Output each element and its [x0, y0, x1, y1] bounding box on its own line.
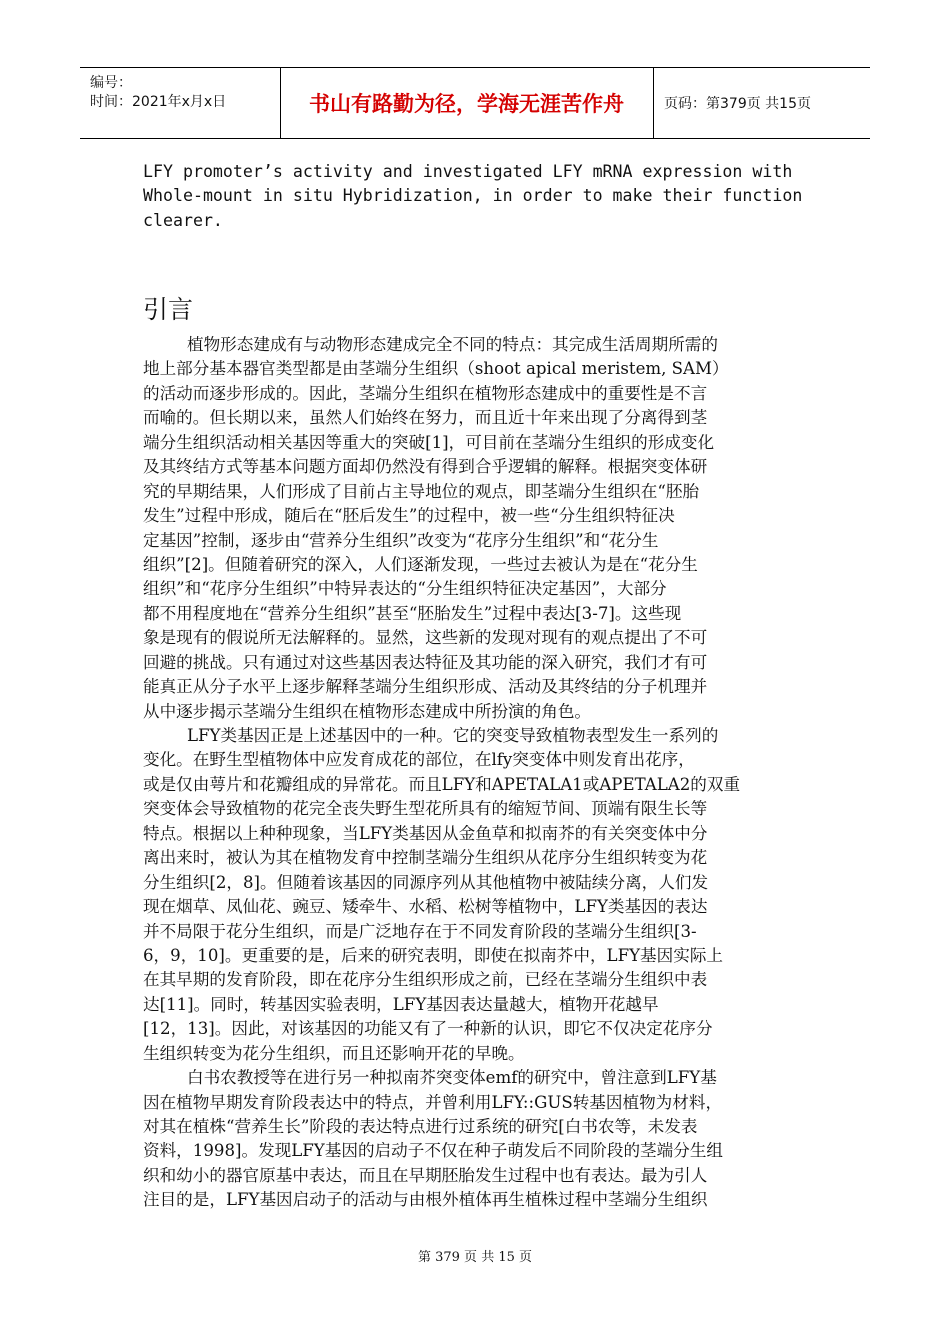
text-line: 注目的是，LFY基因启动子的活动与由根外植体再生植株过程中茎端分生组织: [143, 1190, 708, 1210]
text-line: 及其终结方式等基本问题方面却仍然没有得到合乎逻辑的解释。根据突变体研: [143, 457, 708, 477]
header-divider: [653, 68, 654, 138]
text-line: 分生组织[2，8]。但随着该基因的同源序列从其他植物中被陆续分离，人们发: [143, 872, 709, 892]
text-line: 究的早期结果，人们形成了目前占主导地位的观点，即茎端分生组织在“胚胎: [143, 481, 700, 501]
text-line: Whole-mount in situ Hybridization, in order to make their function: [143, 186, 803, 206]
section-title: 引言: [143, 295, 194, 324]
body-text: [143, 333, 808, 1213]
text-line: 从中逐步揭示茎端分生组织在植物形态建成中所扮演的角色。: [143, 701, 592, 721]
text-line: [12，13]。因此，对该基因的功能又有了一种新的认识，即它不仅决定花序分: [143, 1019, 713, 1039]
header-meta: [90, 74, 226, 112]
text-line: 白书农教授等在进行另一种拟南芥突变体emf的研究中，曾注意到LFY基: [187, 1068, 717, 1088]
text-line: 对其在植株“营养生长”阶段的表达特点进行过系统的研究[白书农等，未发表: [143, 1117, 698, 1136]
text-line: 象是现有的假说所无法解释的。显然，这些新的发现对现有的观点提出了不可: [143, 628, 708, 648]
text-line: 而喻的。但长期以来，虽然人们始终在努力，而且近十年来出现了分离得到茎: [143, 408, 708, 428]
text-line: 端分生组织活动相关基因等重大的突破[1]，可目前在茎端分生组织的形成变化: [143, 432, 715, 452]
text-line: 组织”和“花序分生组织”中特异表达的“分生组织特征决定基因”，大部分: [143, 579, 667, 599]
text-line: 特点。根据以上种种现象，当LFY类基因从金鱼草和拟南芥的有关突变体中分: [143, 823, 708, 843]
text-line: 6，9，10]。更重要的是，后来的研究表明，即使在拟南芥中，LFY基因实际上: [143, 945, 724, 965]
paragraph: [143, 333, 808, 724]
text-line: 现在烟草、凤仙花、豌豆、矮牵牛、水稻、松树等植物中，LFY类基因的表达: [143, 897, 708, 917]
text-line: 因在植物早期发育阶段表达中的特点，并曾利用LFY::GUS转基因植物为材料，: [143, 1092, 723, 1112]
page-header: [80, 67, 870, 139]
paragraph: [143, 1066, 808, 1213]
text-line: 都不用程度地在“营养分生组织”甚至“胚胎发生”过程中表达[3-7]。这些现: [143, 603, 682, 623]
header-motto: 书山有路勤为径，学海无涯苦作舟: [309, 92, 624, 116]
text-line: 植物形态建成有与动物形态建成完全不同的特点：其完成生活周期所需的: [187, 335, 718, 354]
text-line: LFY promoter’s activity and investigated LFY mRNA expression with: [143, 162, 793, 181]
text-line: 回避的挑战。只有通过对这些基因表达特征及其功能的深入研究，我们才有可: [143, 652, 708, 672]
text-line: 组织”[2]。但随着研究的深入，人们逐渐发现，一些过去被认为是在“花分生: [143, 554, 698, 574]
text-line: 织和幼小的器官原基中表达，而且在早期胚胎发生过程中也有表达。最为引人: [143, 1165, 708, 1185]
text-line: 或是仅由萼片和花瓣组成的异常花。而且LFY和APETALA1或APETALA2的双重: [143, 774, 741, 794]
text-line: 并不局限于花分生组织，而是广泛地存在于不同发育阶段的茎端分生组织[3-: [143, 921, 697, 941]
time-label: 时间：2021年x月x日: [90, 94, 227, 110]
text-line: LFY类基因正是上述基因中的一种。它的突变导致植物表型发生一系列的: [187, 726, 719, 745]
text-line: 地上部分基本器官类型都是由茎端分生组织（shoot apical meristem, SAM）: [143, 359, 729, 379]
text-line: 变化。在野生型植物体中应发育成花的部位，在lfy突变体中则发育出花序，: [143, 750, 695, 770]
text-line: 在其早期的发育阶段，即在花序分生组织形成之前，已经在茎端分生组织中表: [143, 970, 708, 990]
english-abstract: [143, 160, 808, 233]
text-line: clearer.: [143, 210, 223, 230]
text-line: 的活动而逐步形成的。因此，茎端分生组织在植物形态建成中的重要性是不言: [143, 383, 708, 403]
text-line: 资料，1998]。发现LFY基因的启动子不仅在种子萌发后不同阶段的茎端分生组: [143, 1141, 724, 1161]
paragraph: [143, 724, 808, 1066]
text-line: 能真正从分子水平上逐步解释茎端分生组织形成、活动及其终结的分子机理并: [143, 677, 708, 697]
page-footer: 第 379 页 共 15 页: [417, 1250, 533, 1265]
text-line: 达[11]。同时，转基因实验表明，LFY基因表达量越大，植物开花越早: [143, 994, 659, 1014]
text-line: 突变体会导致植物的花完全丧失野生型花所具有的缩短节间、顶端有限生长等: [143, 799, 708, 819]
text-line: 定基因”控制，逐步由“营养分生组织”改变为“花序分生组织”和“花分生: [143, 530, 659, 550]
text-line: 发生”过程中形成，随后在“胚后发生”的过程中，被一些“分生组织特征决: [143, 506, 675, 526]
header-page-info: 页码：第379页 共15页: [664, 96, 811, 112]
text-line: 生组织转变为花分生组织，而且还影响开花的早晚。: [143, 1043, 525, 1063]
text-line: 离出来时，被认为其在植物发育中控制茎端分生组织从花序分生组织转变为花: [143, 848, 708, 868]
serial-label: 编号：: [90, 75, 132, 91]
